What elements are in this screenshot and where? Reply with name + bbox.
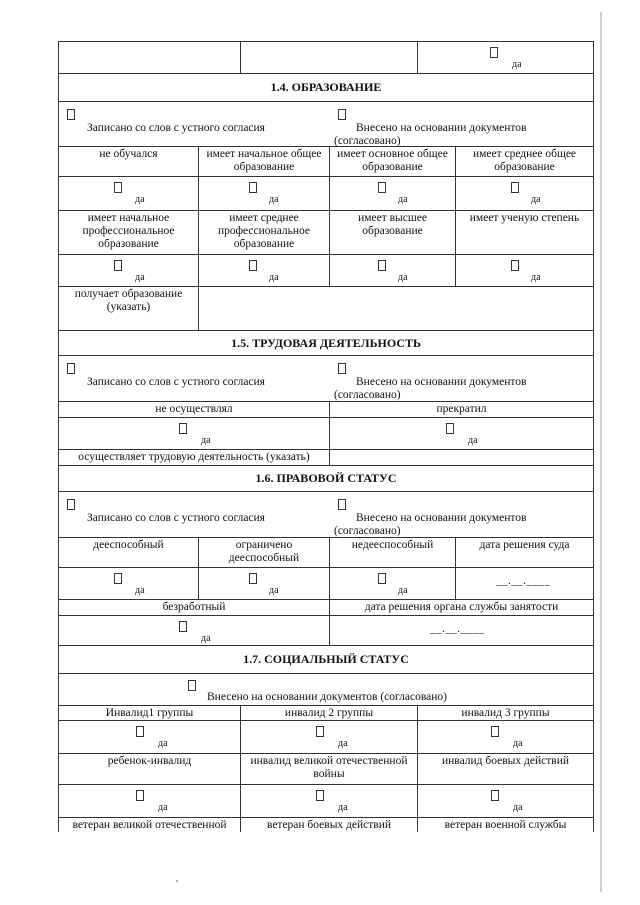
- section-header-1-7: [58, 646, 594, 674]
- yes-label: да: [158, 802, 168, 813]
- check-cell[interactable]: [330, 177, 456, 210]
- checkbox[interactable]: [446, 423, 454, 434]
- consent-block: [59, 102, 593, 146]
- section-header-1-6: [58, 466, 594, 492]
- checkbox[interactable]: [491, 726, 499, 737]
- consent-docs-note: (согласовано): [334, 135, 401, 147]
- checkbox[interactable]: [338, 109, 346, 120]
- consent-oral[interactable]: [59, 492, 326, 537]
- consent-docs[interactable]: [326, 492, 593, 537]
- page-edge: [600, 12, 602, 892]
- checkbox[interactable]: [316, 726, 324, 737]
- yes-label: да: [513, 802, 523, 813]
- check-cell[interactable]: [241, 721, 418, 753]
- work-other-field[interactable]: [330, 450, 593, 465]
- unemployed-label: безработный: [59, 600, 330, 615]
- legal-labels: [58, 538, 594, 568]
- check-cell[interactable]: [59, 785, 241, 817]
- social-labels-1: [58, 706, 594, 721]
- check-cell[interactable]: [59, 721, 241, 753]
- check-cell[interactable]: [418, 785, 593, 817]
- consent-oral-label: Записано со слов с устного согласия: [87, 122, 265, 134]
- section-title: 1.4. ОБРАЗОВАНИЕ: [270, 80, 382, 94]
- check-cell[interactable]: [330, 255, 456, 286]
- checkbox[interactable]: [67, 363, 75, 374]
- work-label: прекратил: [436, 403, 487, 415]
- social-checks-1: [58, 721, 594, 754]
- checkbox[interactable]: [511, 260, 519, 271]
- social-label: инвалид 2 группы: [241, 706, 418, 720]
- employment-labels: [58, 600, 594, 616]
- yes-label: да: [269, 585, 279, 596]
- edu-label: имеет ученую степень: [469, 212, 580, 224]
- checkbox[interactable]: [136, 726, 144, 737]
- edu-label: имеет основное общее образование: [330, 147, 456, 176]
- consent-oral-label: Записано со слов с устного согласия: [87, 512, 265, 524]
- social-label: ветеран военной службы: [444, 819, 567, 831]
- social-label: инвалид великой отечественной войны: [241, 754, 418, 784]
- legal-checks: [58, 568, 594, 600]
- check-cell[interactable]: [199, 568, 330, 599]
- yes-label: да: [269, 272, 279, 283]
- consent-oral-label: Записано со слов с устного согласия: [87, 376, 265, 388]
- edu-other-label: получает образование (указать): [59, 287, 199, 330]
- form: [58, 41, 594, 832]
- checkbox[interactable]: [249, 573, 257, 584]
- social-label: Инвалид1 группы: [59, 706, 241, 720]
- edu-label: имеет начальное общее образование: [199, 147, 330, 176]
- check-cell[interactable]: [59, 177, 199, 210]
- legal-label: дееспособный: [59, 538, 199, 567]
- edu-other-field[interactable]: [199, 287, 593, 330]
- education-other-row: [58, 287, 594, 331]
- consent-docs[interactable]: [326, 356, 593, 401]
- check-cell[interactable]: [59, 616, 330, 645]
- work-other-label: осуществляет трудовую деятельность (указать): [59, 450, 330, 465]
- employment-date-cell[interactable]: [330, 616, 593, 645]
- prev-cell-2: [241, 42, 418, 73]
- consent-oral[interactable]: [59, 102, 326, 146]
- consent-docs[interactable]: [326, 102, 593, 146]
- employment-date-label: дата решения органа службы занятости: [364, 601, 559, 613]
- check-cell[interactable]: [199, 255, 330, 286]
- work-labels: [58, 402, 594, 418]
- check-cell[interactable]: [330, 418, 593, 449]
- check-cell[interactable]: [456, 177, 593, 210]
- checkbox[interactable]: [179, 621, 187, 632]
- checkbox[interactable]: [338, 363, 346, 374]
- checkbox[interactable]: [67, 109, 75, 120]
- check-cell[interactable]: [199, 177, 330, 210]
- consent-row-1-6: [58, 492, 594, 538]
- yes-label: да: [398, 585, 408, 596]
- checkbox[interactable]: [136, 790, 144, 801]
- yes-label: да: [269, 194, 279, 205]
- court-date-field[interactable]: __.__.____: [496, 575, 551, 587]
- yes-label: да: [398, 272, 408, 283]
- prev-row: [58, 41, 594, 74]
- consent-row-1-5: [58, 356, 594, 402]
- education-labels-2: [58, 211, 594, 255]
- consent-row-1-7: [58, 674, 594, 706]
- court-date-cell[interactable]: [456, 568, 593, 599]
- checkbox[interactable]: [378, 573, 386, 584]
- consent-docs-label: Внесено на основании документов: [356, 376, 527, 388]
- checkbox[interactable]: [249, 260, 257, 271]
- social-labels-3: [58, 818, 594, 832]
- check-cell[interactable]: [59, 568, 199, 599]
- social-label: инвалид 3 группы: [461, 707, 550, 719]
- yes-label: да: [158, 738, 168, 749]
- legal-label: дата решения суда: [479, 539, 570, 551]
- checkbox[interactable]: [114, 260, 122, 271]
- edu-label: имеет высшее образование: [330, 211, 456, 254]
- education-labels-1: [58, 147, 594, 177]
- consent-docs-note: (согласовано): [334, 525, 401, 537]
- yes-label: да: [338, 738, 348, 749]
- work-label: не осуществлял: [59, 402, 330, 417]
- check-cell[interactable]: [330, 568, 456, 599]
- edu-label: имеет начальное профессиональное образование: [59, 211, 199, 254]
- employment-values: [58, 616, 594, 646]
- legal-label: недееспособный: [330, 538, 456, 567]
- edu-label: имеет среднее общее образование: [472, 148, 577, 173]
- section-title: 1.7. СОЦИАЛЬНЫЙ СТАТУС: [243, 652, 409, 666]
- work-checks: [58, 418, 594, 450]
- checkbox[interactable]: [378, 260, 386, 271]
- social-label: ветеран боевых действий: [241, 818, 418, 832]
- checkbox[interactable]: [511, 182, 519, 193]
- legal-label: ограничено дееспособный: [199, 538, 330, 567]
- check-cell[interactable]: [59, 255, 199, 286]
- yes-label: да: [398, 194, 408, 205]
- section-title: 1.6. ПРАВОВОЙ СТАТУС: [255, 471, 397, 485]
- prev-cell-3[interactable]: [418, 42, 593, 73]
- yes-label: да: [135, 272, 145, 283]
- consent-docs-label: Внесено на основании документов (согласовано): [207, 691, 447, 703]
- yes-label: да: [201, 633, 211, 644]
- check-cell[interactable]: [241, 785, 418, 817]
- section-header-1-4: [58, 74, 594, 102]
- edu-label: не обучался: [59, 147, 199, 176]
- checkbox[interactable]: [249, 182, 257, 193]
- consent-block[interactable]: [59, 674, 593, 705]
- checkbox[interactable]: [338, 499, 346, 510]
- consent-row-1-4: [58, 102, 594, 147]
- consent-block: [59, 492, 593, 537]
- yes-label: да: [531, 194, 541, 205]
- social-label: инвалид боевых действий: [441, 755, 570, 767]
- checkbox[interactable]: [490, 47, 498, 58]
- scan-speck: [176, 880, 178, 882]
- checkbox[interactable]: [491, 790, 499, 801]
- yes-label: да: [513, 738, 523, 749]
- yes-label: да: [135, 194, 145, 205]
- checkbox[interactable]: [67, 499, 75, 510]
- education-checks-1: [58, 177, 594, 211]
- yes-label: да: [468, 435, 478, 446]
- check-cell[interactable]: [59, 418, 330, 449]
- social-checks-2: [58, 785, 594, 818]
- social-labels-2: [58, 754, 594, 785]
- social-label: ветеран великой отечественной: [59, 818, 241, 832]
- checkbox[interactable]: [179, 423, 187, 434]
- checkbox[interactable]: [316, 790, 324, 801]
- edu-label: имеет среднее профессиональное образование: [199, 211, 330, 254]
- education-checks-2: [58, 255, 594, 287]
- section-header-1-5: [58, 331, 594, 356]
- check-cell[interactable]: [456, 255, 593, 286]
- employment-date-field[interactable]: __.__.____: [430, 623, 485, 635]
- consent-docs-label: Внесено на основании документов: [356, 122, 527, 134]
- consent-block: [59, 356, 593, 401]
- checkbox[interactable]: [114, 573, 122, 584]
- consent-docs-label: Внесено на основании документов: [356, 512, 527, 524]
- consent-oral[interactable]: [59, 356, 326, 401]
- yes-label: да: [135, 585, 145, 596]
- yes-label: да: [512, 59, 522, 70]
- checkbox[interactable]: [114, 182, 122, 193]
- work-other-row: [58, 450, 594, 466]
- yes-label: да: [201, 435, 211, 446]
- yes-label: да: [531, 272, 541, 283]
- checkbox[interactable]: [378, 182, 386, 193]
- yes-label: да: [338, 802, 348, 813]
- check-cell[interactable]: [418, 721, 593, 753]
- consent-docs-note: (согласовано): [334, 389, 401, 401]
- checkbox[interactable]: [188, 680, 196, 691]
- prev-cell-1: [59, 42, 241, 73]
- section-title: 1.5. ТРУДОВАЯ ДЕЯТЕЛЬНОСТЬ: [231, 335, 421, 350]
- social-label: ребенок-инвалид: [59, 754, 241, 784]
